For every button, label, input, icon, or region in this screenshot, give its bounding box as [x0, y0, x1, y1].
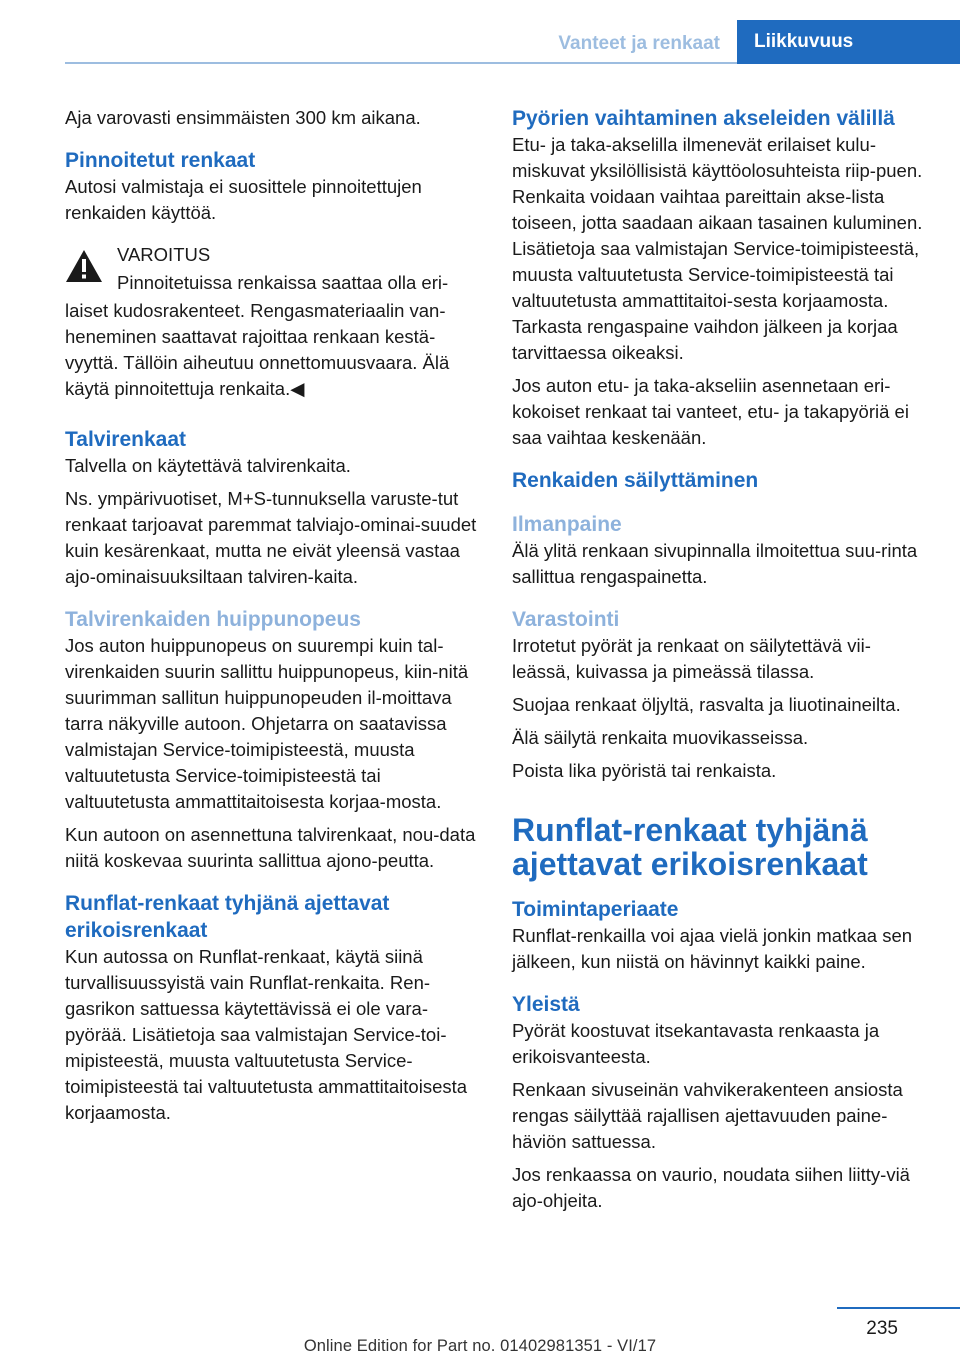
- warning-label: VAROITUS: [117, 244, 211, 265]
- winter-tires-text-2: Ns. ympärivuotiset, M+S-tunnuksella varuste‐tut renkaat tarjoavat paremmat talviajo-ominai‐suudet kuin kesärenkaat, mutta ne eivät yleensä vastaa ajo-ominaisuuksiltaan talviren‐kaita.: [65, 488, 477, 587]
- general-text-2: Renkaan sivuseinän vahvikerakenteen ansiosta rengas säilyttää rajallisen ajettavuuden paine‐häviön sattuessa.: [512, 1079, 903, 1152]
- general-text-1: Pyörät koostuvat itsekantavasta renkaasta ja erikoisvanteesta.: [512, 1020, 880, 1067]
- wheel-swap-text-2: Jos auton etu- ja taka-akseliin asennetaan eri‐kokoiset renkaat tai vanteet, etu- ja takapyöriä ei saa vaihtaa keskenään.: [512, 375, 909, 448]
- principle-text: Runflat-renkailla voi ajaa vielä jonkin matkaa sen jälkeen, kun niistä on hävinnyt kaikki paine.: [512, 925, 913, 972]
- footer-rule: [837, 1307, 960, 1309]
- winter-tires-heading: Talvirenkaat: [65, 428, 187, 451]
- right-column: [512, 105, 926, 1221]
- runflat-text: Kun autossa on Runflat-renkaat, käytä siinä turvallisuussyistä vain Runflat-renkaita. Ren‐gasrikon sattuessa käytettävissä ei ole vara‐pyörää. Lisätietoja saa valmistajan Service-toi‐mipisteestä, muusta valtuutetusta Service-toimipisteestä tai valtuutetusta ammattitaitoisesta korjaamosta.: [65, 946, 468, 1123]
- edition-footer: Online Edition for Part no. 01402981351 - VI/17: [303, 1337, 657, 1355]
- wheel-swap-heading: Pyörien vaihtaminen akseleiden välillä: [512, 107, 895, 130]
- header-chapter-tab: Liikkuvuus: [737, 20, 960, 64]
- warning-block: [65, 242, 479, 298]
- left-column: [65, 105, 479, 1133]
- principle-heading: Toimintaperiaate: [512, 898, 679, 921]
- intro-text: Aja varovasti ensimmäisten 300 km aikana.: [65, 107, 421, 128]
- coated-tires-text: Autosi valmistaja ei suosittele pinnoitettujen renkaiden käyttöä.: [65, 176, 422, 223]
- warning-text-first-line: Pinnoitetuissa renkaissa saattaa olla eri‐: [117, 272, 449, 293]
- general-text-3: Jos renkaassa on vaurio, noudata siihen liitty‐viä ajo-ohjeita.: [512, 1164, 910, 1211]
- warning-icon: [65, 242, 103, 298]
- winter-tires-text-1: Talvella on käytettävä talvirenkaita.: [65, 455, 351, 476]
- winter-speed-text-2: Kun autoon on asennettuna talvirenkaat, nou‐data niitä koskevaa suurinta sallittua ajono‐peutta.: [65, 824, 476, 871]
- storing-text-1: Irrotetut pyörät ja renkaat on säilytettävä vii‐leässä, kuivassa ja pimeässä tilassa.: [512, 635, 871, 682]
- general-heading: Yleistä: [512, 993, 580, 1016]
- winter-speed-text-1: Jos auton huippunopeus on suurempi kuin tal‐virenkaiden suurin sallittu huippunopeus, kiin‐nitä suurimman sallitun huippunopeuden il‐moittava tarra näkyville autoon. Ohjetarra on saatavissa valmistajan Service-toimipisteestä, muusta valtuutetusta Service-toimipisteestä tai valtuutetusta ammattitaitoisesta korjaa‐mosta.: [65, 635, 469, 812]
- wheel-swap-text-1: Etu- ja taka-akselilla ilmenevät erilaiset kulu‐miskuvat yksilöllisistä käyttöolosuhteista riip‐puen. Renkaita voidaan vaihtaa pareittain akse‐lista toiseen, jotta saadaan aikaan tasainen kuluminen. Lisätietoja saa valmistajan Service-toimipisteestä, muusta valtuutetusta Service-toimipisteestä tai valtuutetusta ammattitaitoi‐sesta korjaamosta. Tarkasta rengaspaine vaihdon jälkeen ja korjaa tarvittaessa oikeaksi.: [512, 134, 923, 363]
- runflat-heading: Runflat-renkaat tyhjänä ajettavat erikoisrenkaat: [65, 892, 390, 942]
- header-section-title: Vanteet ja renkaat: [558, 33, 720, 54]
- storing-text-4: Poista lika pyöristä tai renkaista.: [512, 760, 777, 781]
- pressure-text: Älä ylitä renkaan sivupinnalla ilmoitettua suu‐rinta sallittua rengaspainetta.: [512, 540, 918, 587]
- winter-speed-heading: Talvirenkaiden huippunopeus: [65, 608, 361, 631]
- coated-tires-heading: Pinnoitetut renkaat: [65, 149, 256, 172]
- storage-heading: Renkaiden säilyttäminen: [512, 469, 759, 492]
- storing-text-2: Suojaa renkaat öljyltä, rasvalta ja liuotinaineilta.: [512, 694, 901, 715]
- storing-text-3: Älä säilytä renkaita muovikasseissa.: [512, 727, 809, 748]
- storing-heading: Varastointi: [512, 608, 620, 631]
- warning-text: laiset kudosrakenteet. Rengasmateriaalin van‐heneminen saattavat rajoittaa renkaan kestä‐vyyttä. Tällöin aiheutuu onnettomuusvaara. Älä käytä pinnoitettuja renkaita.◀: [65, 300, 450, 399]
- page-number: 235: [866, 1318, 898, 1339]
- runflat-chapter-title: Runflat-renkaat tyhjänä ajettavat erikoisrenkaat: [512, 812, 868, 882]
- pressure-heading: Ilmanpaine: [512, 513, 622, 536]
